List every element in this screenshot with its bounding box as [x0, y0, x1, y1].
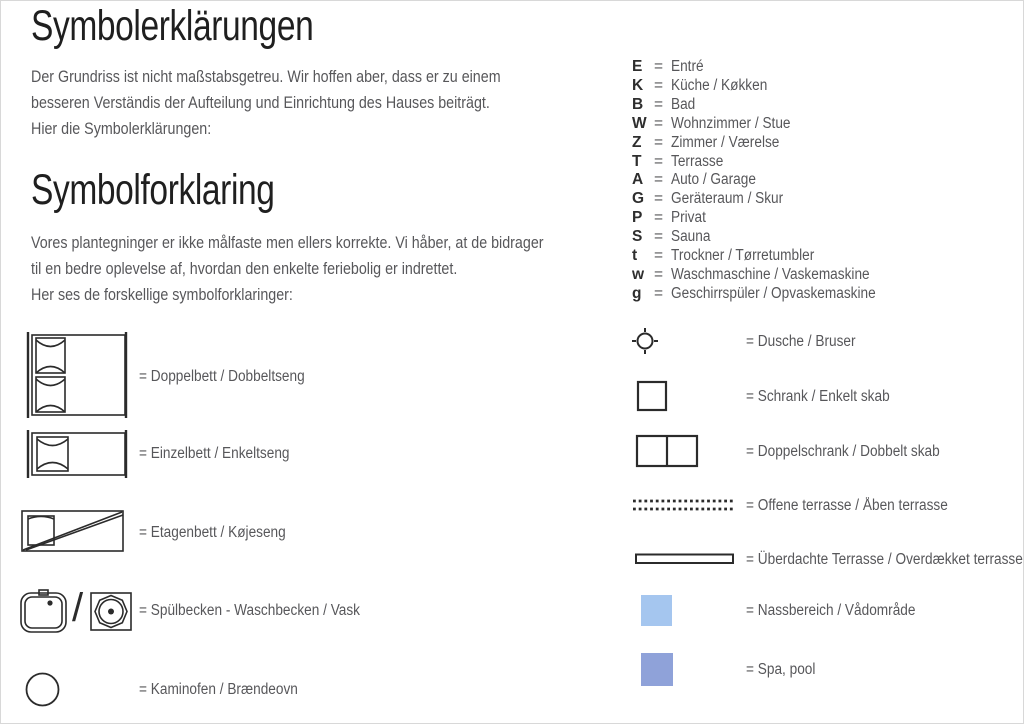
- legend-label: Geschirrspüler / Opvaskemaskine: [671, 284, 876, 302]
- equals-sign: =: [654, 96, 664, 114]
- bunk-bed-icon: [20, 509, 126, 553]
- symbol-label: = Schrank / Enkelt skab: [746, 388, 890, 405]
- legend-row: [632, 96, 904, 115]
- symbol-label: = Doppelbett / Dobbeltseng: [139, 368, 305, 385]
- equals-sign: =: [654, 265, 664, 283]
- equals-sign: =: [654, 171, 664, 189]
- symbol-label: = Dusche / Bruser: [746, 333, 856, 350]
- legend-row: [632, 284, 904, 303]
- legend-label: Terrasse: [671, 152, 724, 170]
- legend-letter: W: [632, 114, 647, 132]
- letter-legend: [632, 58, 904, 303]
- wet-area-swatch: [641, 595, 672, 626]
- text-line: besseren Verständis der Aufteilung und Einrichtung des Hauses beiträgt.: [31, 93, 490, 112]
- legend-letter: E: [632, 58, 643, 76]
- legend-label: Wohnzimmer / Stue: [671, 114, 791, 132]
- legend-label: Privat: [671, 209, 706, 227]
- symbol-label: = Doppelschrank / Dobbelt skab: [746, 443, 940, 460]
- text-line: Her ses de forskellige symbolforklaringer:: [31, 285, 293, 304]
- equals-sign: =: [654, 246, 664, 264]
- legend-row: [632, 152, 904, 171]
- symbol-label: = Etagenbett / Køjeseng: [139, 524, 286, 541]
- german-intro: [31, 64, 501, 142]
- washbasin-icon: [89, 589, 133, 633]
- legend-letter: B: [632, 96, 644, 114]
- symbol-label: = Einzelbett / Enkeltseng: [139, 445, 290, 462]
- equals-sign: =: [654, 133, 664, 151]
- legend-row: [632, 133, 904, 152]
- legend-row: [632, 209, 904, 228]
- kitchen-sink-icon: [20, 589, 68, 635]
- legend-row: [632, 77, 904, 96]
- text-line: Hier die Symbolerklärungen:: [31, 119, 212, 138]
- legend-letter: A: [632, 171, 644, 189]
- sink-symbols-group: [20, 586, 135, 634]
- legend-label: Trockner / Tørretumbler: [671, 246, 815, 264]
- double-cabinet-icon: [635, 434, 699, 468]
- legend-row: [632, 115, 904, 134]
- legend-label: Geräteraum / Skur: [671, 190, 784, 208]
- legend-letter: g: [632, 284, 642, 302]
- legend-label: Waschmaschine / Vaskemaskine: [671, 265, 870, 283]
- shower-icon: [631, 327, 659, 355]
- wood-stove-icon: [25, 672, 61, 708]
- legend-letter: Z: [632, 133, 642, 151]
- single-cabinet-icon: [636, 380, 668, 412]
- symbol-label: = Offene terrasse / Åben terrasse: [746, 497, 948, 514]
- german-title: Symbolerklärungen: [31, 2, 314, 50]
- legend-letter: G: [632, 190, 645, 208]
- legend-letter: w: [632, 265, 645, 283]
- symbol-label: = Spa, pool: [746, 661, 816, 678]
- symbol-label: = Nassbereich / Vådområde: [746, 602, 916, 619]
- spa-pool-swatch: [641, 653, 673, 686]
- text-line: Vores plantegninger er ikke målfaste men ellers korrekte. Vi håber, at de bidrager: [31, 233, 544, 252]
- legend-label: Sauna: [671, 228, 711, 246]
- symbol-label: = Kaminofen / Brændeovn: [139, 681, 298, 698]
- legend-row: [632, 190, 904, 209]
- legend-label: Auto / Garage: [671, 171, 756, 189]
- legend-label: Küche / Køkken: [671, 77, 768, 95]
- covered-terrace-icon: [635, 553, 735, 565]
- symbol-label: = Spülbecken - Waschbecken / Vask: [139, 602, 361, 619]
- legend-letter: t: [632, 246, 638, 264]
- equals-sign: =: [654, 228, 664, 246]
- text-line: til en bedre oplevelse af, hvordan den enkelte feriebolig er indrettet.: [31, 259, 458, 278]
- equals-sign: =: [654, 209, 664, 227]
- legend-letter: S: [632, 228, 643, 246]
- text-line: Der Grundriss ist nicht maßstabsgetreu. Wir hoffen aber, dass er zu einem: [31, 67, 501, 86]
- legend-row: [632, 228, 904, 247]
- legend-label: Zimmer / Værelse: [671, 133, 780, 151]
- legend-row: [632, 265, 904, 284]
- equals-sign: =: [654, 152, 664, 170]
- legend-label: Entré: [671, 58, 704, 76]
- legend-label: Bad: [671, 96, 696, 114]
- equals-sign: =: [654, 190, 664, 208]
- single-bed-icon: [25, 430, 129, 478]
- equals-sign: =: [654, 114, 664, 132]
- legend-row: [632, 58, 904, 77]
- equals-sign: =: [654, 58, 664, 76]
- danish-intro: [31, 230, 544, 308]
- legend-letter: T: [632, 152, 642, 170]
- legend-row: [632, 171, 904, 190]
- danish-title: Symbolforklaring: [31, 166, 275, 214]
- equals-sign: =: [654, 77, 664, 95]
- legend-letter: P: [632, 209, 643, 227]
- double-bed-icon: [25, 332, 129, 418]
- legend-letter: K: [632, 77, 644, 95]
- open-terrace-icon: [632, 498, 734, 512]
- equals-sign: =: [654, 284, 664, 302]
- legend-row: [632, 246, 904, 265]
- symbol-label: = Überdachte Terrasse / Overdækket terrasse: [746, 551, 1023, 568]
- slash-separator: /: [72, 586, 84, 630]
